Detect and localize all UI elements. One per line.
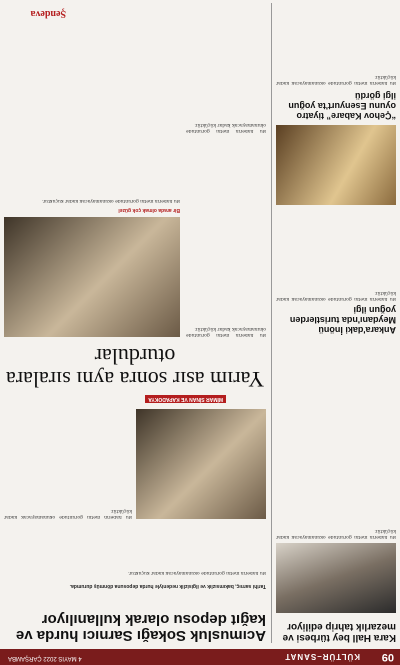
right-headline-1: “Çehov Kabare” tiyatro oyunu Esenyurt'ta yoğun ilgi gördü xyxy=(288,91,396,121)
left-body: Bu haberin metni görüntüde okunamayacak kadar küçüktür. xyxy=(276,528,396,539)
feature-story xyxy=(4,3,266,403)
theatre-photo xyxy=(276,125,396,205)
main-body-cont: Bu haberin metni görüntüde okunamayacak kadar küçüktür. xyxy=(4,508,132,519)
right-body-2: Bu haberin metni görüntüde okunamayacak kadar küçüktür. xyxy=(276,290,396,301)
class-photo xyxy=(4,217,180,337)
column-divider xyxy=(271,3,272,643)
left-story xyxy=(276,343,396,643)
left-photo xyxy=(276,543,396,613)
feature-kicker: MİMAR SİNAN VE KAPADOKYA xyxy=(145,395,226,403)
right-headline-2: Ankara'daki İnönü Meydanı'nda turistlerden yoğun ilgi xyxy=(289,305,396,335)
issue-date: 4 MAYIS 2022 ÇARŞAMBA xyxy=(8,655,82,661)
main-headline: Acımusluk Sokağı Sarnıcı hurda ve kağıt deposu olarak kullanılıyor xyxy=(15,611,266,644)
right-body-1: Bu haberin metni görüntüde okunamayacak kadar küçüktür. xyxy=(276,74,396,85)
main-story xyxy=(4,523,266,643)
page-number: 09 xyxy=(381,651,394,663)
newspaper-logo: Şendeva xyxy=(30,8,66,19)
cistern-photo xyxy=(136,409,266,519)
feature-body-1: Bu haberin metni görüntüde okunamayacak kadar küçüktür. xyxy=(186,326,266,337)
feature-body-2: Bu haberin metni görüntüde okunamayacak kadar küçüktür. xyxy=(42,198,180,203)
main-deck: Tarihi sarnıç, bakımsızlık ve ilgisizlik nedeniyle hurda deposuna dönmüş durumda. xyxy=(69,583,266,589)
feature-body-3: Bu haberin metni görüntüde okunamayacak kadar küçüktür. xyxy=(186,122,266,133)
main-body: Bu haberin metni görüntüde okunamayacak kadar küçüktür. xyxy=(128,570,266,575)
right-stories xyxy=(276,5,396,335)
page-header xyxy=(0,649,400,665)
left-headline: Kara Hall bey türbesi ve mezarlık tahrip ediliyor xyxy=(282,621,396,643)
section-title: KÜLTÜR–SANAT xyxy=(284,652,360,661)
feature-quote: Bir arada olmak çok güzel xyxy=(118,207,180,213)
feature-headline: Yarım asır sonra aynı sıralara oturdular xyxy=(5,344,265,392)
